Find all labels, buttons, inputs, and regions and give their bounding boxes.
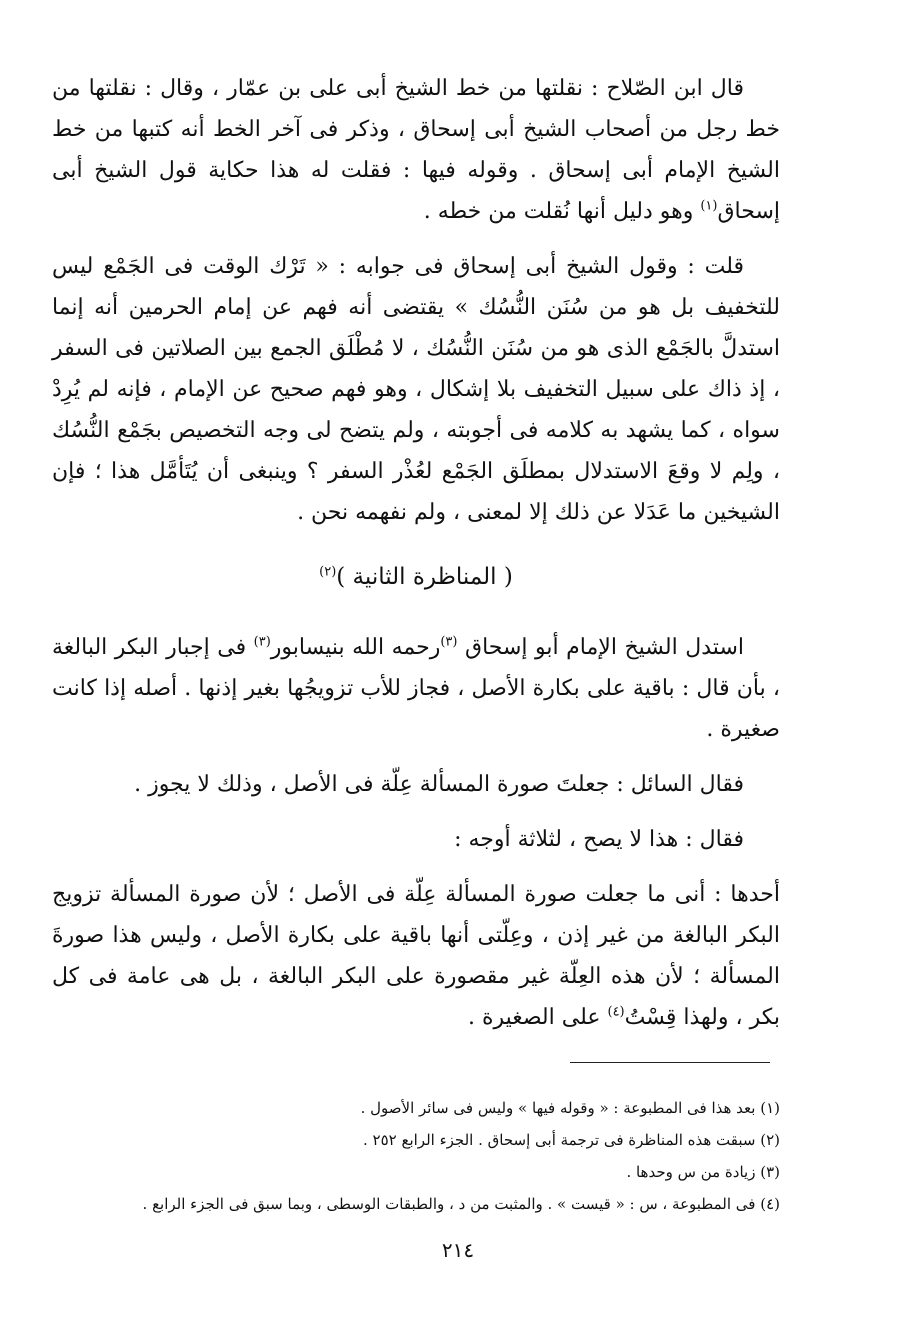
footnote-3: (٣) زيادة من س وحدها .: [626, 1163, 780, 1181]
footnote-ref-1: (١): [700, 198, 718, 214]
footnote-ref-4: (٤): [607, 1004, 625, 1020]
paragraph-text-end: فى إجبار البكر البالغة ، بأن قال : باقية على بكارة الأصل ، فجاز للأب تزويجُها بغير إذنها . أصله إذا كانت صغيرة .: [52, 635, 780, 742]
footnotes: [60, 1092, 780, 1220]
paragraph-ibn-salah: [52, 68, 780, 232]
section-heading: [52, 557, 780, 597]
footnote-2: (٢) سبقت هذه المناظرة فى ترجمة أبى إسحاق . الجزء الرابع ٢٥٢ .: [362, 1131, 780, 1149]
paragraph-first-reason: [52, 874, 780, 1038]
paragraph-text-start: استدل الشيخ الإمام أبو إسحاق: [457, 635, 744, 660]
paragraph-text-end: على الصغيرة .: [467, 1005, 608, 1030]
paragraph-text: أحدها : أنى ما جعلت صورة المسألة عِلّة فى الأصل ؛ لأن صورة المسألة تزويج البكر البالغة من غير إذن ، وعِلّتى أنها باقية على بكارة الأصل ، وليس هذا صورةَ المسألة ؛ لأن هذه العِلّة غير مقصورة على البكر البالغة ، بل هى عامة فى كل بكر ، ولهذا قِسْتُ: [52, 882, 780, 1030]
footnote-divider: [570, 1062, 770, 1063]
footnote-ref-3a: (٣): [440, 634, 458, 650]
paragraph-text: فقال : هذا لا يصح ، لثلاثة أوجه :: [454, 827, 744, 852]
paragraph-text-end: وهو دليل أنها نُقلت من خطه .: [423, 199, 701, 224]
paragraph-qultu: [52, 246, 780, 533]
paragraph-text: رحمه الله بنيسابور: [270, 635, 441, 660]
paragraph-reply: [52, 819, 780, 860]
footnote-4: (٤) فى المطبوعة ، س : « قيست » . والمثبت من د ، والطبقات الوسطى ، وبما سبق فى الجزء الرابع .: [142, 1195, 780, 1213]
footnote-ref-3b: (٣): [253, 634, 271, 650]
heading-text: ( المناظرة الثانية ): [336, 564, 513, 590]
paragraph-text: قلت : وقول الشيخ أبى إسحاق فى جوابه : « تَرْك الوقت فى الجَمْع ليس للتخفيف بل هو من سُنَن النُّسُك » يقتضى أنه فهم عن إمام الحرمين أنه إنما استدلَّ بالجَمْع الذى هو من سُنَن النُّسُك ، لا مُطْلَق الجمع بين الصلاتين فى السفر ، إذ ذاك على سبيل التخفيف بلا إشكال ، وهو فهم صحيح عن الإمام ، فإنه لم يُرِدْ سواه ، كما يشهد به كلامه فى أجوبته ، ولم يتضح لى وجه التخصيص بجَمْع النُّسُك ، ولِم لا وقعَ الاستدلال بمطلَق الجَمْع لعُذْر السفر ؟ وينبغى أن يُتَأمَّل هذا ؛ فإن الشيخين ما عَدَلا عن ذلك إلا لمعنى ، ولم نفهمه نحن .: [52, 254, 780, 525]
footnote-1: (١) بعد هذا فى المطبوعة : « وقوله فيها » وليس فى سائر الأصول .: [360, 1099, 780, 1117]
page-number: ٢١٤: [441, 1238, 475, 1262]
paragraph-text: قال ابن الصّلاح : نقلتها من خط الشيخ أبى على بن عمّار ، وقال : نقلتها من خط رجل من أصحاب الشيخ أبى إسحاق ، وذكر فى آخر الخط أنه كتبها من خط الشيخ الإمام أبى إسحاق . وقوله فيها : فقلت له هذا حكاية قول الشيخ أبى إسحاق: [52, 76, 780, 224]
paragraph-text: فقال السائل : جعلتَ صورة المسألة عِلّة فى الأصل ، وذلك لا يجوز .: [134, 772, 744, 797]
paragraph-questioner: [52, 764, 780, 805]
footnote-ref-2: (٢): [319, 564, 337, 580]
page-body: [52, 68, 780, 1052]
paragraph-istadalla: [52, 627, 780, 750]
